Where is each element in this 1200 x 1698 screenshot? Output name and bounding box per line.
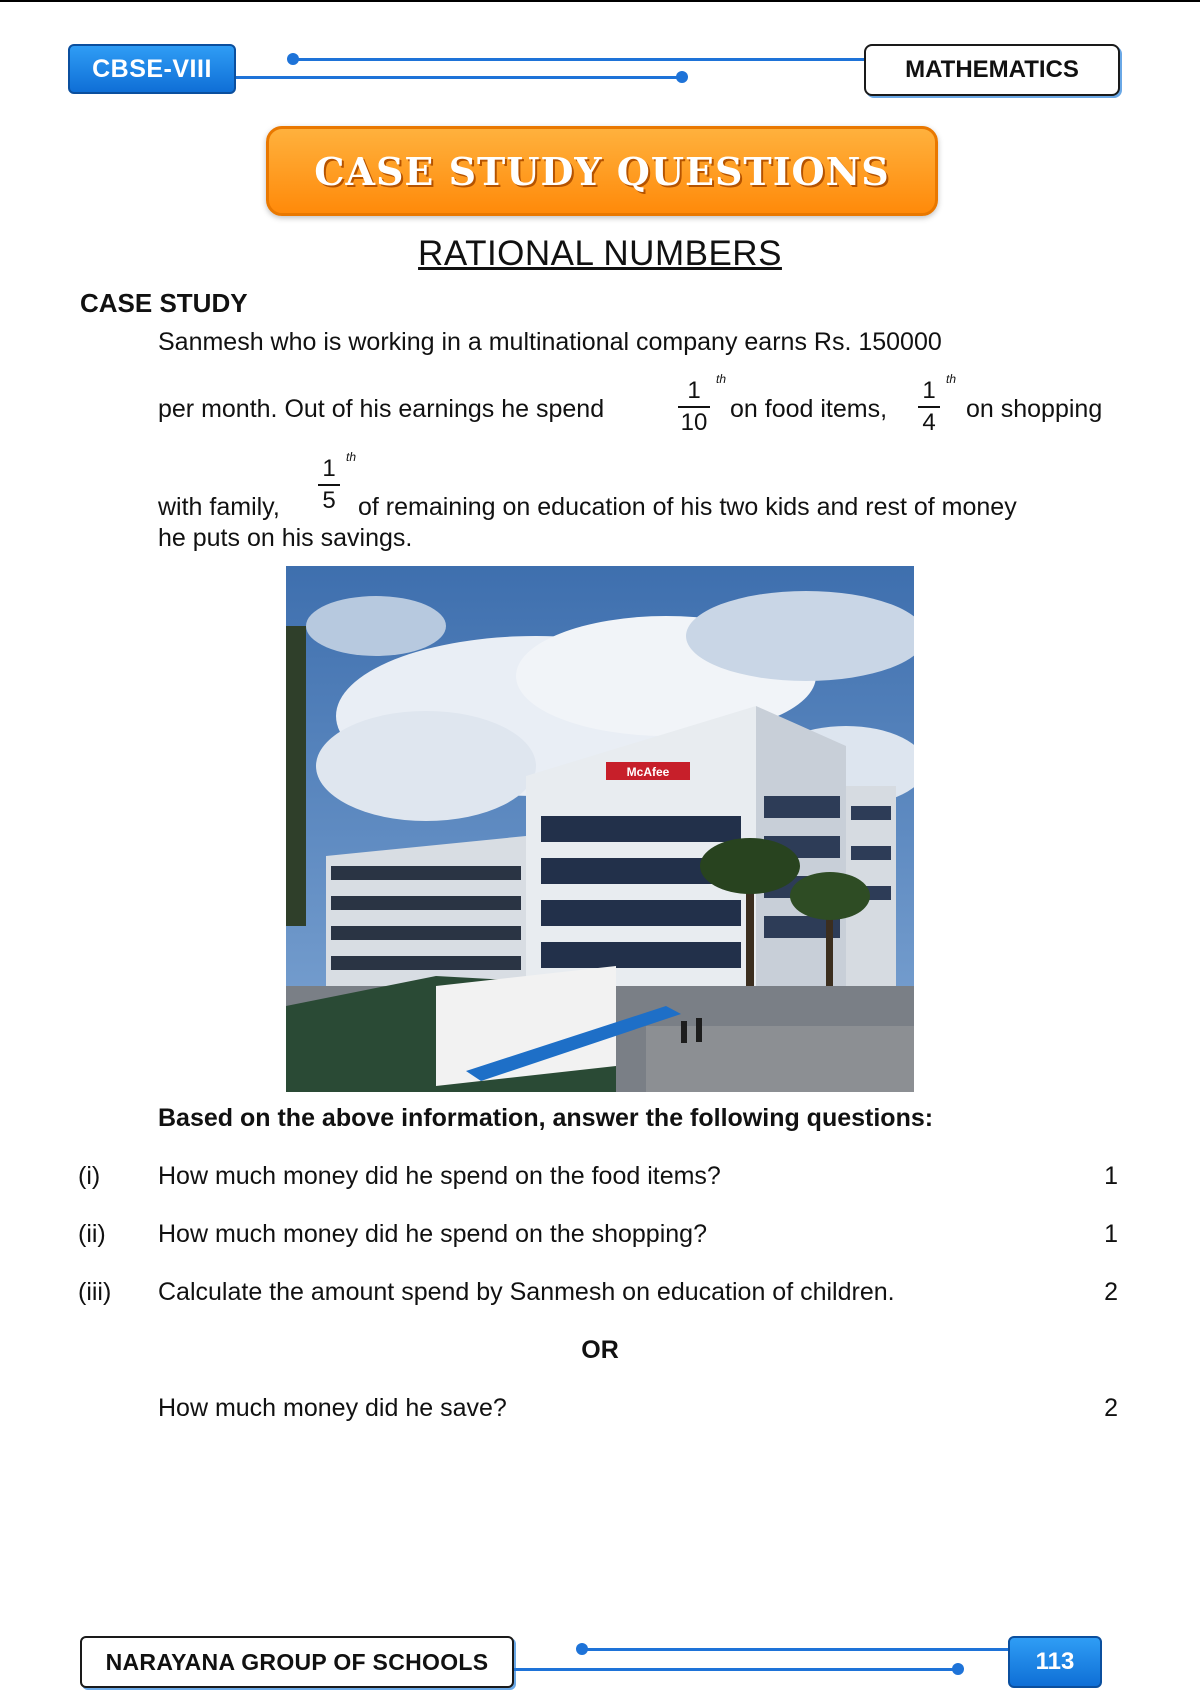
question-marks: 2	[1104, 1394, 1118, 1422]
fraction-shopping-numerator: 1	[922, 377, 936, 404]
case-text-line-2b: on food items,	[730, 395, 888, 423]
office-building-illustration	[286, 566, 914, 1092]
case-text-line-2a: per month. Out of his earnings he spend	[158, 395, 605, 423]
case-text-line-1: Sanmesh who is working in a multinational company earns Rs. 150000	[158, 328, 942, 356]
header-line-dot	[676, 71, 688, 83]
case-text-line-2c: on shopping	[966, 395, 1103, 423]
question-number: (iii)	[78, 1278, 112, 1306]
fraction-education-suffix: th	[345, 450, 356, 464]
fraction-education-denominator: 5	[322, 487, 336, 514]
office-building-photo	[286, 566, 914, 1092]
question-text: Calculate the amount spend by Sanmesh on education of children.	[158, 1278, 895, 1306]
building-sign-text: McAfee	[626, 765, 670, 779]
question-marks: 1	[1104, 1162, 1118, 1190]
case-text-line-3b: of remaining on education of his two kids and rest of money	[358, 493, 1017, 521]
question-number: (i)	[78, 1162, 101, 1190]
subject-badge: MATHEMATICS	[864, 44, 1120, 96]
question-row	[78, 1162, 1118, 1196]
page-number-badge: 113	[1008, 1636, 1102, 1688]
footer-line-dot	[952, 1663, 964, 1675]
fraction-education	[318, 450, 356, 514]
case-study-banner: CASE STUDY QUESTIONS	[266, 126, 938, 216]
question-text: How much money did he spend on the food items?	[158, 1162, 721, 1190]
question-text: How much money did he save?	[158, 1394, 507, 1422]
case-text-line-3a: with family,	[158, 493, 280, 521]
question-row-alternate	[78, 1394, 1118, 1428]
fraction-food-denominator: 10	[680, 409, 708, 436]
footer-line-lower	[514, 1668, 958, 1671]
questions-instruction: Based on the above information, answer the following questions:	[158, 1104, 934, 1132]
top-border	[0, 0, 1200, 2]
fraction-shopping-denominator: 4	[922, 409, 936, 436]
chapter-title: RATIONAL NUMBERS	[418, 234, 782, 273]
footer-line-dot	[576, 1643, 588, 1655]
fraction-food	[678, 372, 726, 436]
question-row	[78, 1220, 1118, 1254]
question-marks: 1	[1104, 1220, 1118, 1248]
fraction-bar	[318, 484, 340, 486]
header-line-dot	[287, 53, 299, 65]
or-separator: OR	[581, 1336, 619, 1364]
fraction-food-numerator: 1	[687, 377, 701, 404]
question-marks: 2	[1104, 1278, 1118, 1306]
fraction-food-suffix: th	[715, 372, 726, 386]
fraction-shopping	[918, 372, 956, 436]
case-study-heading: CASE STUDY	[80, 288, 248, 318]
school-name-badge: NARAYANA GROUP OF SCHOOLS	[80, 1636, 514, 1688]
fraction-bar	[918, 406, 940, 408]
header-line-upper	[292, 58, 864, 61]
case-text-line-4: he puts on his savings.	[158, 524, 413, 552]
fraction-bar	[678, 406, 710, 408]
question-row	[78, 1278, 1118, 1312]
footer-line-upper	[582, 1648, 1008, 1651]
header-line-lower	[236, 76, 682, 79]
question-text: How much money did he spend on the shopping?	[158, 1220, 707, 1248]
class-badge: CBSE-VIII	[68, 44, 236, 94]
fraction-education-numerator: 1	[322, 455, 336, 482]
fraction-shopping-suffix: th	[945, 372, 956, 386]
question-number: (ii)	[78, 1220, 106, 1248]
